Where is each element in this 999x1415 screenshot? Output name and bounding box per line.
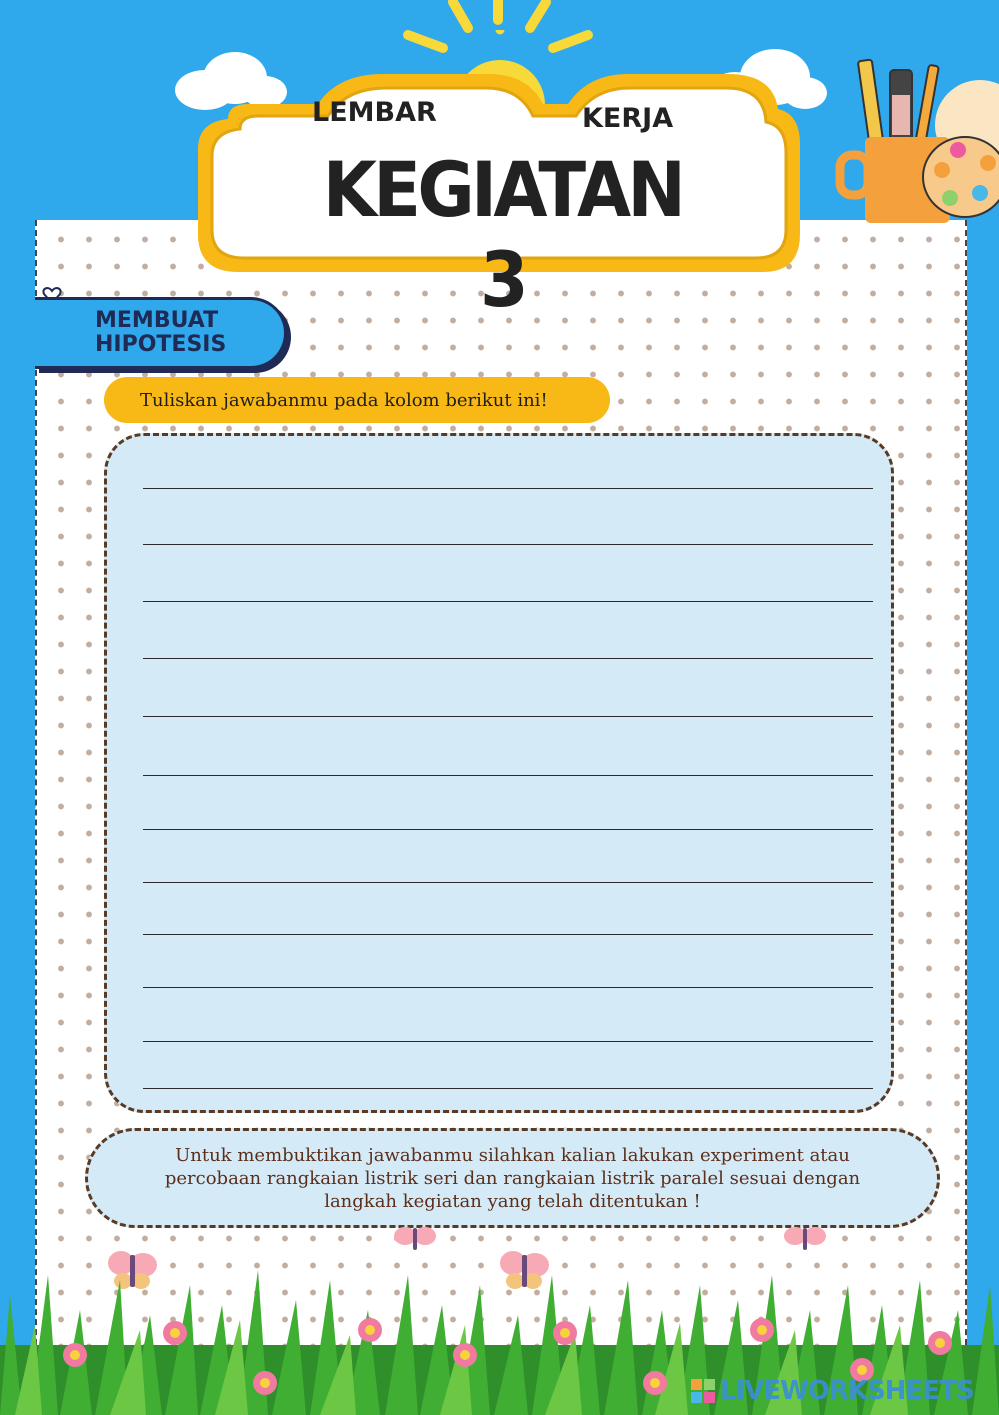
liveworksheets-logo-icon bbox=[690, 1378, 716, 1404]
section-tab-line-2: HIPOTESIS bbox=[95, 332, 227, 357]
sun-rays-icon bbox=[398, 0, 598, 70]
title-kerja: KERJA bbox=[582, 103, 674, 134]
answer-line[interactable] bbox=[143, 601, 873, 602]
section-tab-line-1: MEMBUAT bbox=[95, 308, 219, 333]
butterfly-icon bbox=[782, 1226, 828, 1252]
answer-line[interactable] bbox=[143, 882, 873, 883]
instruction-banner: Tuliskan jawabanmu pada kolom berikut ini! bbox=[104, 377, 610, 423]
answer-line[interactable] bbox=[143, 1041, 873, 1042]
answer-line[interactable] bbox=[143, 829, 873, 830]
instruction-note-text: Untuk membuktikan jawabanmu silahkan kalian lakukan experiment atau percobaan rangkaian listrik seri dan rangkaian listrik paralel sesuai dengan langkah kegiatan yang telah ditentukan ! bbox=[164, 1144, 861, 1212]
watermark-text: LIVEWORKSHEETS bbox=[720, 1376, 974, 1406]
answer-line[interactable] bbox=[143, 987, 873, 988]
liveworksheets-watermark bbox=[690, 1373, 990, 1409]
answer-line[interactable] bbox=[143, 488, 873, 489]
title-lembar: LEMBAR bbox=[312, 97, 437, 128]
answer-line[interactable] bbox=[143, 775, 873, 776]
answer-line[interactable] bbox=[143, 934, 873, 935]
answer-line[interactable] bbox=[143, 1088, 873, 1089]
butterfly-icon bbox=[392, 1226, 438, 1252]
answer-line[interactable] bbox=[143, 716, 873, 717]
pencil-cup-palette-icon bbox=[830, 55, 999, 223]
answer-line[interactable] bbox=[143, 544, 873, 545]
page-title: KEGIATAN 3 bbox=[322, 145, 683, 324]
section-tab bbox=[35, 297, 287, 369]
answer-box[interactable] bbox=[104, 433, 894, 1113]
instruction-note bbox=[85, 1128, 940, 1228]
answer-line[interactable] bbox=[143, 658, 873, 659]
